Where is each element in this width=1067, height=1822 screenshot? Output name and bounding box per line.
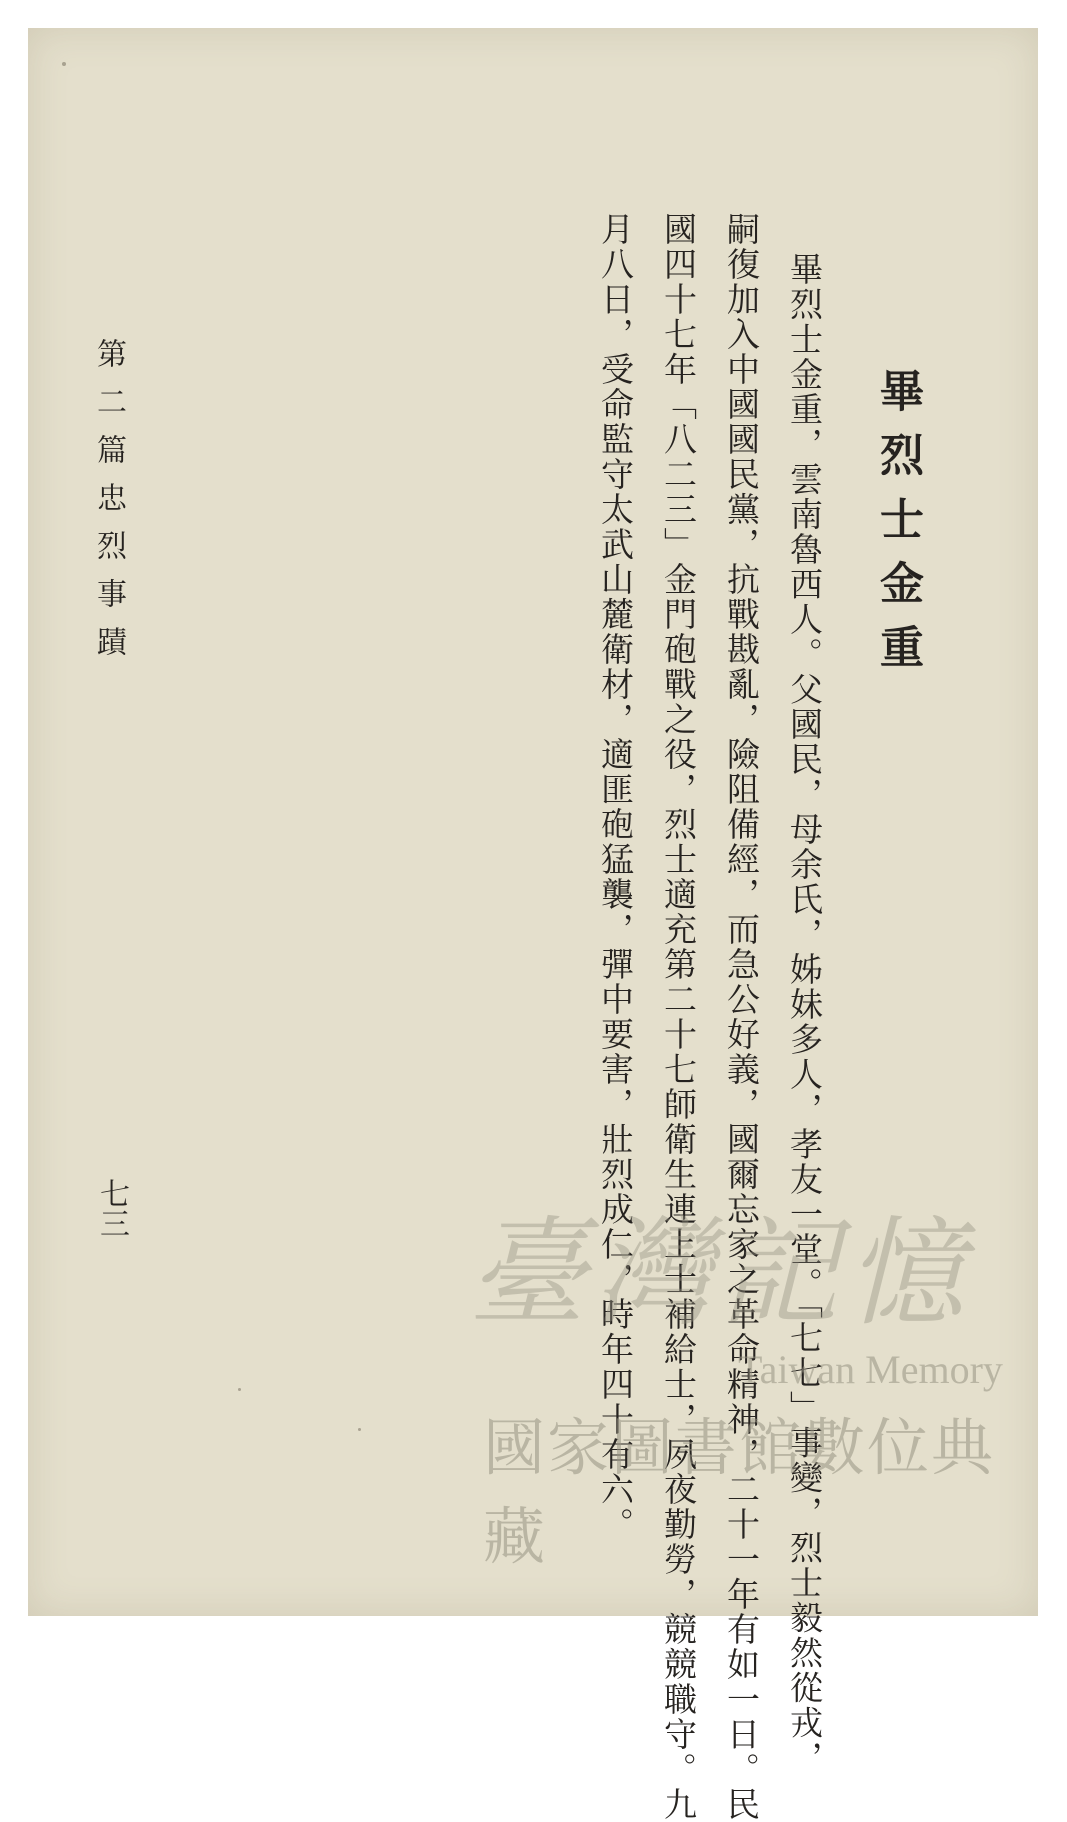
body-column-1: 畢烈士金重，雲南魯西人。父國民，母余氏，姊妹多人，孝友一堂。「七七」事變，烈士毅然從戎， — [785, 252, 824, 1776]
body-column-3: 國四十七年「八二三」金門砲戰之役，烈士適充第二十七師衛生連上士補給士，夙夜勤勞，競競職守。九 — [659, 212, 698, 1822]
body-column-4: 月八日，受命監守太武山麓衛材，適匪砲猛襲，彈中要害，壯烈成仁，時年四十有六。 — [596, 212, 635, 1542]
paper-speck — [238, 1388, 241, 1391]
book-page — [28, 28, 1038, 1822]
paper-speck — [62, 62, 66, 66]
page-number: 七三 — [94, 1178, 129, 1238]
watermark-english: Taiwan Memory — [738, 1347, 1003, 1392]
body-column-2: 嗣復加入中國國民黨，抗戰戡亂，險阻備經，而急公好義，國爾忘家之革命精神，二十一年有如一日。民 — [722, 212, 761, 1822]
paper-speck — [358, 1428, 361, 1431]
running-head: 第二篇忠烈事蹟 — [91, 338, 126, 674]
page-title: 畢烈士金重 — [872, 368, 923, 688]
watermark-chinese: 國家圖書館數位典藏 — [483, 1411, 996, 1573]
watermark-calligraphy: 臺灣記憶 — [468, 1204, 973, 1342]
